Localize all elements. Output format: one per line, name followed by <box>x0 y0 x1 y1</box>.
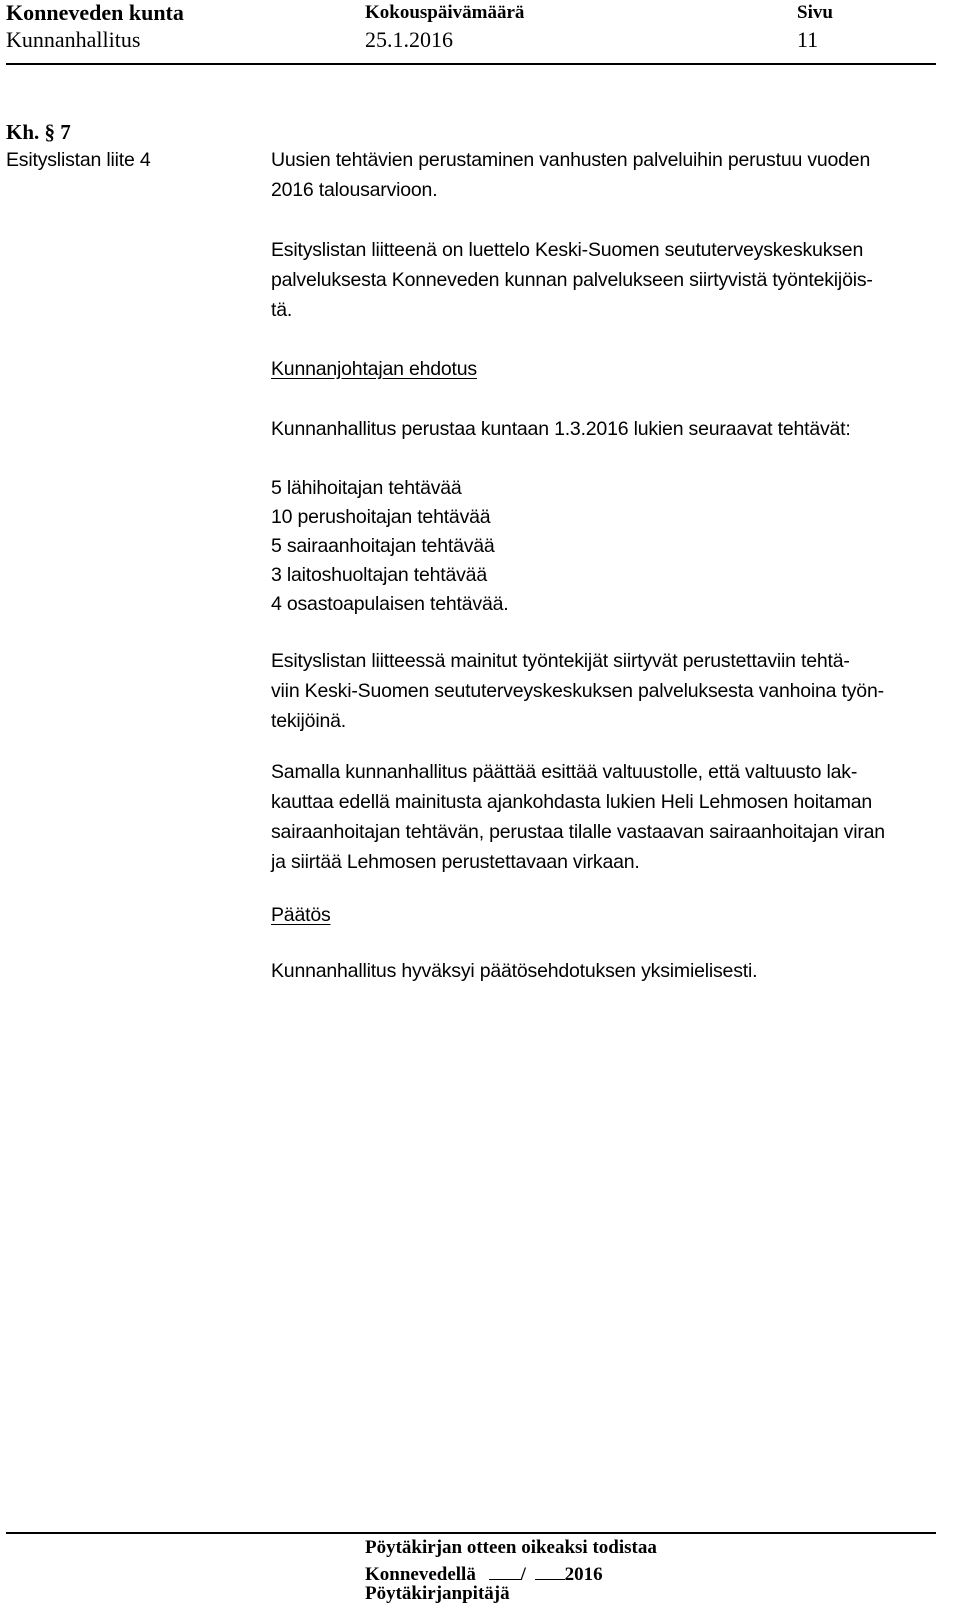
text-line: Esityslistan liitteenä on luettelo Keski-Suomen seututerveyskeskuksen <box>271 239 864 261</box>
transfer-paragraph <box>271 646 960 736</box>
text-line: viin Keski-Suomen seututerveyskeskuksen palveluksesta vanhoina työn- <box>271 680 884 702</box>
council-paragraph <box>271 757 960 877</box>
certification-text: Pöytäkirjan otteen oikeaksi todistaa <box>365 1537 657 1558</box>
decision-text: Kunnanhallitus hyväksyi päätösehdotuksen yksimielisesti. <box>271 960 758 982</box>
list-item: 5 lähihoitajan tehtävää <box>271 477 462 499</box>
meeting-date-label: Kokouspäivämäärä <box>365 2 525 23</box>
paragraph-id: Kh. § 7 <box>6 120 71 144</box>
proposal-intro: Kunnanhallitus perustaa kuntaan 1.3.2016 lukien seuraavat tehtävät: <box>271 418 851 440</box>
list-item: 10 perushoitajan tehtävää <box>271 506 491 528</box>
text-line: palveluksesta Konneveden kunnan palvelukseen siirtyvistä työntekijöis- <box>271 269 873 291</box>
positions-list <box>271 474 960 619</box>
page-number: 11 <box>797 27 819 52</box>
decision-heading: Päätös <box>271 904 331 926</box>
text-line: ja siirtää Lehmosen perustettavaan virkaan. <box>271 851 640 873</box>
attachment-paragraph <box>271 235 960 325</box>
list-item: 5 sairaanhoitajan tehtävää <box>271 535 495 557</box>
text-line: Esityslistan liitteessä mainitut työntekijät siirtyvät perustettaviin tehtä- <box>271 650 850 672</box>
text-line: 2016 talousarvioon. <box>271 179 438 201</box>
organization-name: Konneveden kunta <box>6 0 184 25</box>
year: 2016 <box>564 1564 603 1585</box>
list-item: 3 laitoshuoltajan tehtävää <box>271 564 487 586</box>
attachment-reference: Esityslistan liite 4 <box>6 149 151 171</box>
date-separator: / <box>520 1564 526 1585</box>
day-blank <box>489 1562 521 1580</box>
text-line: Uusien tehtävien perustaminen vanhusten palveluihin perustuu vuoden <box>271 149 871 171</box>
proposal-heading: Kunnanjohtajan ehdotus <box>271 358 477 380</box>
intro-paragraph <box>271 145 960 205</box>
text-line: tä. <box>271 299 293 321</box>
list-item: 4 osastoapulaisen tehtävää. <box>271 593 509 615</box>
text-line: tekijöinä. <box>271 710 346 732</box>
meeting-date-value: 25.1.2016 <box>365 27 453 52</box>
place-name: Konnevedellä <box>365 1564 476 1585</box>
header-divider <box>6 63 936 65</box>
governing-body: Kunnanhallitus <box>6 27 141 52</box>
text-line: kauttaa edellä mainitusta ajankohdasta lukien Heli Lehmosen hoitaman <box>271 791 873 813</box>
page-label: Sivu <box>797 2 833 23</box>
text-line: Samalla kunnanhallitus päättää esittää valtuustolle, että valtuusto lak- <box>271 761 858 783</box>
month-blank <box>535 1562 565 1580</box>
text-line: sairaanhoitajan tehtävän, perustaa tilalle vastaavan sairaanhoitajan viran <box>271 821 885 843</box>
clerk-label: Pöytäkirjanpitäjä <box>365 1583 510 1604</box>
